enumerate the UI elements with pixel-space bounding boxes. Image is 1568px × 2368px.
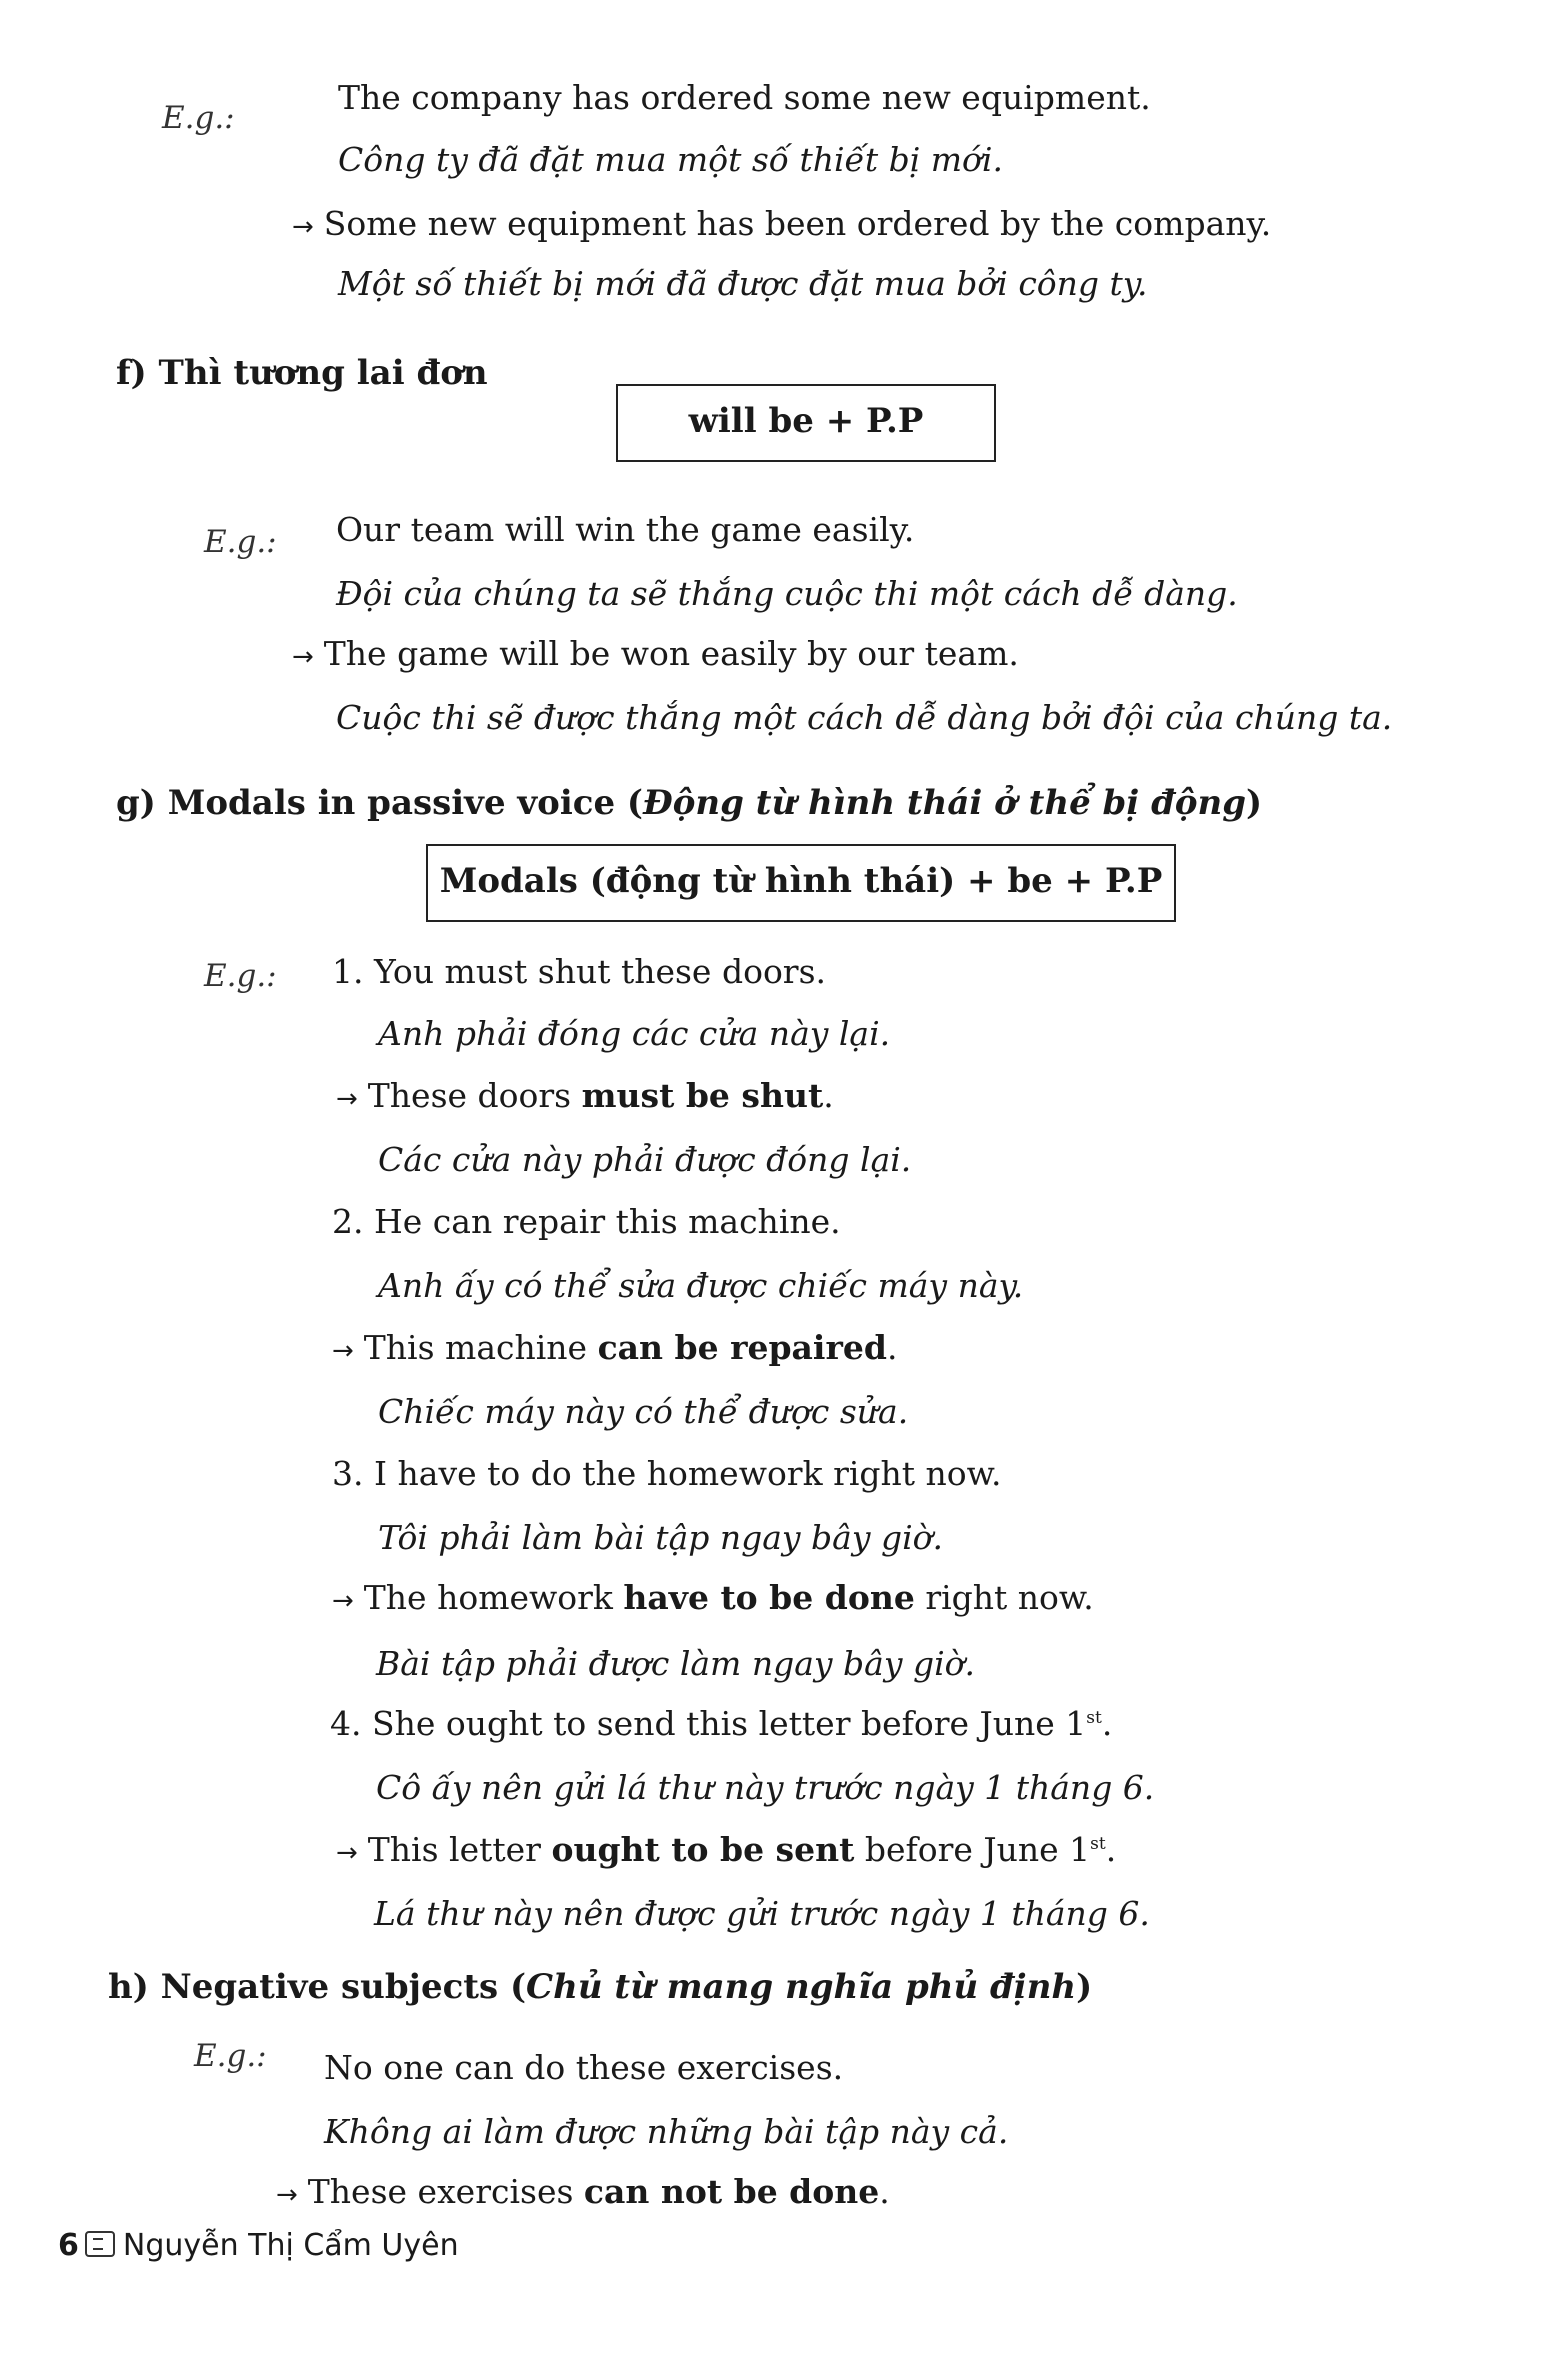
example-translation: Đội của chúng ta sẽ thắng cuộc thi một cách dễ dàng. xyxy=(336,574,1238,613)
author-name: Nguyễn Thị Cẩm Uyên xyxy=(122,2228,459,2263)
example-sentence: 1. You must shut these doors. xyxy=(332,952,827,991)
arrow-icon: → xyxy=(276,2180,298,2210)
example-sentence: The company has ordered some new equipment. xyxy=(338,78,1151,117)
passive-sentence: → This letter ought to be sent before June 1st. xyxy=(336,1830,1116,1873)
example-sentence: Our team will win the game easily. xyxy=(336,510,915,549)
passive-sentence: → These doors must be shut. xyxy=(336,1076,834,1119)
passive-translation: Bài tập phải được làm ngay bây giờ. xyxy=(376,1644,975,1683)
eg-label: E.g.: xyxy=(204,958,277,994)
passive-translation: Chiếc máy này có thể được sửa. xyxy=(378,1392,909,1431)
eg-label: E.g.: xyxy=(162,100,235,136)
passive-text: Some new equipment has been ordered by the company. xyxy=(323,204,1272,243)
example-translation: Công ty đã đặt mua một số thiết bị mới. xyxy=(338,140,1003,179)
section-heading-h: h) Negative subjects (Chủ từ mang nghĩa phủ định) xyxy=(108,1967,1093,2007)
passive-sentence: → These exercises can not be done. xyxy=(276,2172,890,2215)
arrow-icon: → xyxy=(292,212,314,242)
passive-sentence: → This machine can be repaired. xyxy=(332,1328,897,1371)
arrow-icon: → xyxy=(332,1586,354,1616)
eg-label: E.g.: xyxy=(194,2038,267,2074)
example-sentence: 2. He can repair this machine. xyxy=(332,1202,841,1241)
section-heading-f: f) Thì tương lai đơn xyxy=(116,353,488,393)
passive-translation: Các cửa này phải được đóng lại. xyxy=(378,1140,912,1179)
page-footer xyxy=(58,2228,459,2263)
example-translation: Tôi phải làm bài tập ngay bây giờ. xyxy=(378,1518,944,1557)
eg-label: E.g.: xyxy=(204,524,277,560)
example-sentence: No one can do these exercises. xyxy=(324,2048,844,2087)
passive-sentence xyxy=(292,634,1019,677)
formula-box-f: will be + P.P xyxy=(616,384,996,462)
passive-sentence: → The homework have to be done right now. xyxy=(332,1578,1094,1621)
page-number: 6 xyxy=(58,2228,79,2263)
example-sentence: 4. She ought to send this letter before June 1st. xyxy=(330,1704,1113,1743)
example-translation: Anh phải đóng các cửa này lại. xyxy=(378,1014,891,1053)
heading-vietnamese: Chủ từ mang nghĩa phủ định xyxy=(526,1967,1077,2007)
passive-translation: Lá thư này nên được gửi trước ngày 1 tháng 6. xyxy=(374,1894,1150,1933)
passive-sentence xyxy=(292,204,1271,247)
arrow-icon: → xyxy=(332,1336,354,1366)
section-heading-g: g) Modals in passive voice (Động từ hình thái ở thể bị động) xyxy=(116,783,1263,823)
heading-vietnamese: Động từ hình thái ở thể bị động xyxy=(643,783,1247,823)
example-translation: Không ai làm được những bài tập này cả. xyxy=(324,2112,1009,2151)
example-translation: Anh ấy có thể sửa được chiếc máy này. xyxy=(378,1266,1024,1305)
passive-translation: Cuộc thi sẽ được thắng một cách dễ dàng bởi đội của chúng ta. xyxy=(336,698,1393,737)
book-logo-icon xyxy=(85,2231,115,2257)
passive-text: The game will be won easily by our team. xyxy=(323,634,1019,673)
formula-box-g: Modals (động từ hình thái) + be + P.P xyxy=(426,844,1176,922)
passive-translation: Một số thiết bị mới đã được đặt mua bởi công ty. xyxy=(338,264,1148,303)
arrow-icon: → xyxy=(336,1838,358,1868)
example-translation: Cô ấy nên gửi lá thư này trước ngày 1 tháng 6. xyxy=(376,1768,1155,1807)
arrow-icon: → xyxy=(336,1084,358,1114)
example-sentence: 3. I have to do the homework right now. xyxy=(332,1454,1002,1493)
arrow-icon: → xyxy=(292,642,314,672)
